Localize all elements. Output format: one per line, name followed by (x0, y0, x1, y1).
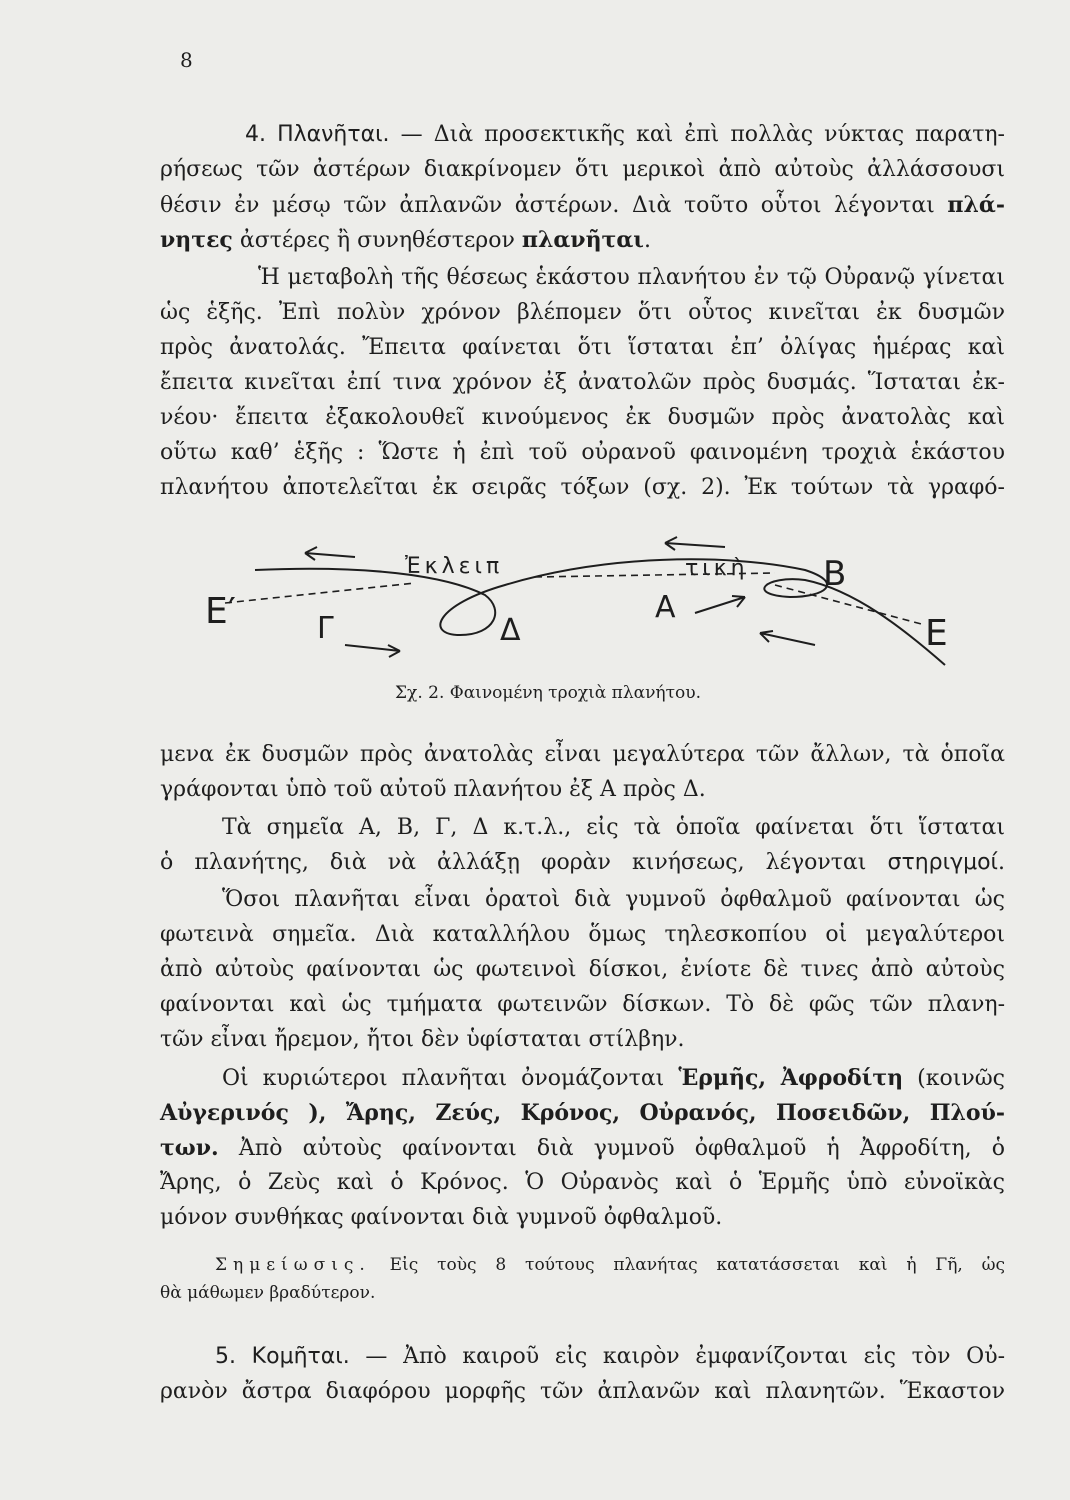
arrow-right-1 (345, 645, 400, 657)
para-2-line-8: φαίνονται καὶ ὡς τμήματα φωτεινῶν δίσκων. Τὸ δὲ φῶς τῶν πλανη- (160, 992, 1005, 1017)
section-5-line-2: ρανὸν ἄστρα διαφόρου μορφῆς τῶν ἀπλανῶν καὶ πλανητῶν. Ἕκαστον (160, 1379, 1005, 1404)
label-e-prime: Ε′ (205, 591, 236, 632)
section-4-line-8: ἔπειτα κινεῖται ἐπί τινα χρόνον ἐξ ἀνατολῶν πρὸς δυσμάς. Ἵσταται ἐκ- (160, 370, 1005, 395)
label-e: Ε (925, 613, 948, 654)
section-4-line-11: πλανήτου ἀποτελεῖται ἐκ σειρᾶς τόξων (σχ. 2). Ἐκ τούτων τὰ γραφό- (160, 475, 1005, 500)
para-2-line-4: ὁ πλανήτης, διὰ νὰ ἀλλάξῃ φορὰν κινήσεως, λέγονται στηριγμοί. (160, 850, 1005, 875)
label-beta: Β (823, 554, 847, 594)
note-label: Σημείωσις. (215, 1255, 371, 1275)
arrow-left-1 (305, 547, 355, 560)
label-alpha: Α (655, 590, 676, 625)
note-line-2: θὰ μάθωμεν βραδύτερον. (160, 1283, 376, 1303)
section-4-line-1: 4. Πλανῆται. — Διὰ προσεκτικῆς καὶ ἐπὶ πολλὰς νύκτας παρατη- (245, 122, 1005, 147)
arrow-right-2 (695, 596, 745, 613)
section-4-line-2: ρήσεως τῶν ἀστέρων διακρίνομεν ὅτι μερικοὶ ἀπὸ αὐτοὺς ἀλλάσσουσι (160, 157, 1005, 182)
para-3-line-2: Αὐγερινός ), Ἄρης, Ζεύς, Κρόνος, Οὐρανός, Ποσειδῶν, Πλού- (160, 1100, 1005, 1126)
para-2-line-3: Τὰ σημεῖα Α, Β, Γ, Δ κ.τ.λ., εἰς τὰ ὁποῖα φαίνεται ὅτι ἵσταται (222, 815, 1005, 840)
section-5-heading: 5. Κομῆται. (215, 1344, 350, 1369)
arrow-left-2 (665, 537, 725, 550)
section-4-line-6: ὡς ἑξῆς. Ἐπὶ πολὺν χρόνον βλέπομεν ὅτι οὗτος κινεῖται ἐκ δυσμῶν (160, 300, 1005, 325)
figure-planet-path (205, 535, 975, 675)
para-2-line-5: Ὅσοι πλανῆται εἶναι ὁρατοὶ διὰ γυμνοῦ ὀφθαλμοῦ φαίνονται ὡς (222, 887, 1005, 912)
para-2-line-9: τῶν εἶναι ἤρεμον, ἤτοι δὲν ὑφίσταται στίλβην. (160, 1027, 685, 1052)
section-4-line-10: οὕτω καθ’ ἑξῆς : Ὥστε ἡ ἐπὶ τοῦ οὐρανοῦ φαινομένη τροχιὰ ἑκάστου (160, 440, 1005, 465)
label-delta: Δ (500, 613, 521, 648)
para-2-line-6: φωτεινὰ σημεῖα. Διὰ καταλλήλου ὅμως τηλεσκοπίου οἱ μεγαλύτεροι (160, 922, 1005, 947)
page-number: 8 (180, 48, 193, 72)
planet-path-diagram (205, 535, 975, 675)
arrow-left-3 (760, 631, 815, 645)
section-4-line-7: πρὸς ἀνατολάς. Ἔπειτα φαίνεται ὅτι ἵσταται ἐπ’ ὀλίγας ἡμέρας καὶ (160, 335, 1005, 360)
para-2-line-7: ἀπὸ αὐτοὺς φαίνονται ὡς φωτεινοὶ δίσκοι, ἐνίοτε δὲ τινες ἀπὸ αὐτοὺς (160, 957, 1005, 982)
label-gamma: Γ (317, 611, 334, 646)
para-2-line-2: γράφονται ὑπὸ τοῦ αὐτοῦ πλανήτου ἐξ Α πρὸς Δ. (160, 777, 706, 802)
para-3-line-5: μόνον συνθήκας φαίνονται διὰ γυμνοῦ ὀφθαλμοῦ. (160, 1205, 723, 1230)
para-3-line-3: των. Ἀπὸ αὐτοὺς φαίνονται διὰ γυμνοῦ ὀφθαλμοῦ ἡ Ἀφροδίτη, ὁ (160, 1135, 1005, 1161)
para-2-line-1: μενα ἐκ δυσμῶν πρὸς ἀνατολὰς εἶναι μεγαλύτερα τῶν ἄλλων, τὰ ὁποῖα (160, 742, 1005, 767)
section-4-heading: 4. Πλανῆται. (245, 122, 390, 147)
para-3-line-1: Οἱ κυριώτεροι πλανῆται ὀνομάζονται Ἑρμῆς, Ἀφροδίτη (κοινῶς (222, 1065, 1005, 1091)
para-3-line-4: Ἄρης, ὁ Ζεὺς καὶ ὁ Κρόνος. Ὁ Οὐρανὸς καὶ ὁ Ἑρμῆς ὑπὸ εὐνοϊκὰς (160, 1170, 1005, 1195)
note-line-1: Σημείωσις. Εἰς τοὺς 8 τούτους πλανήτας κατατάσσεται καὶ ἡ Γῆ, ὡς (215, 1255, 1006, 1275)
section-4-line-4: νητες ἀστέρες ἢ συνηθέστερον πλανῆται. (160, 227, 651, 253)
figure-caption: Σχ. 2. Φαινομένη τροχιὰ πλανήτου. (395, 683, 701, 703)
section-4-line-9: νέου· ἔπειτα ἐξακολουθεῖ κινούμενος ἐκ δυσμῶν πρὸς ἀνατολὰς καὶ (160, 405, 1005, 430)
ecliptic-label-left: Ἐκλειπ (405, 554, 504, 579)
section-5-line-1: 5. Κομῆται. — Ἀπὸ καιροῦ εἰς καιρὸν ἐμφανίζονται εἰς τὸν Οὐ- (215, 1344, 1005, 1369)
section-4-line-5: Ἡ μεταβολὴ τῆς θέσεως ἑκάστου πλανήτου ἐν τῷ Οὐρανῷ γίνεται (258, 265, 1005, 290)
section-4-line-3: θέσιν ἐν μέσῳ τῶν ἀπλανῶν ἀστέρων. Διὰ τοῦτο οὗτοι λέγονται πλά- (160, 192, 1005, 218)
ecliptic-label-right: τικὴ (685, 556, 749, 581)
